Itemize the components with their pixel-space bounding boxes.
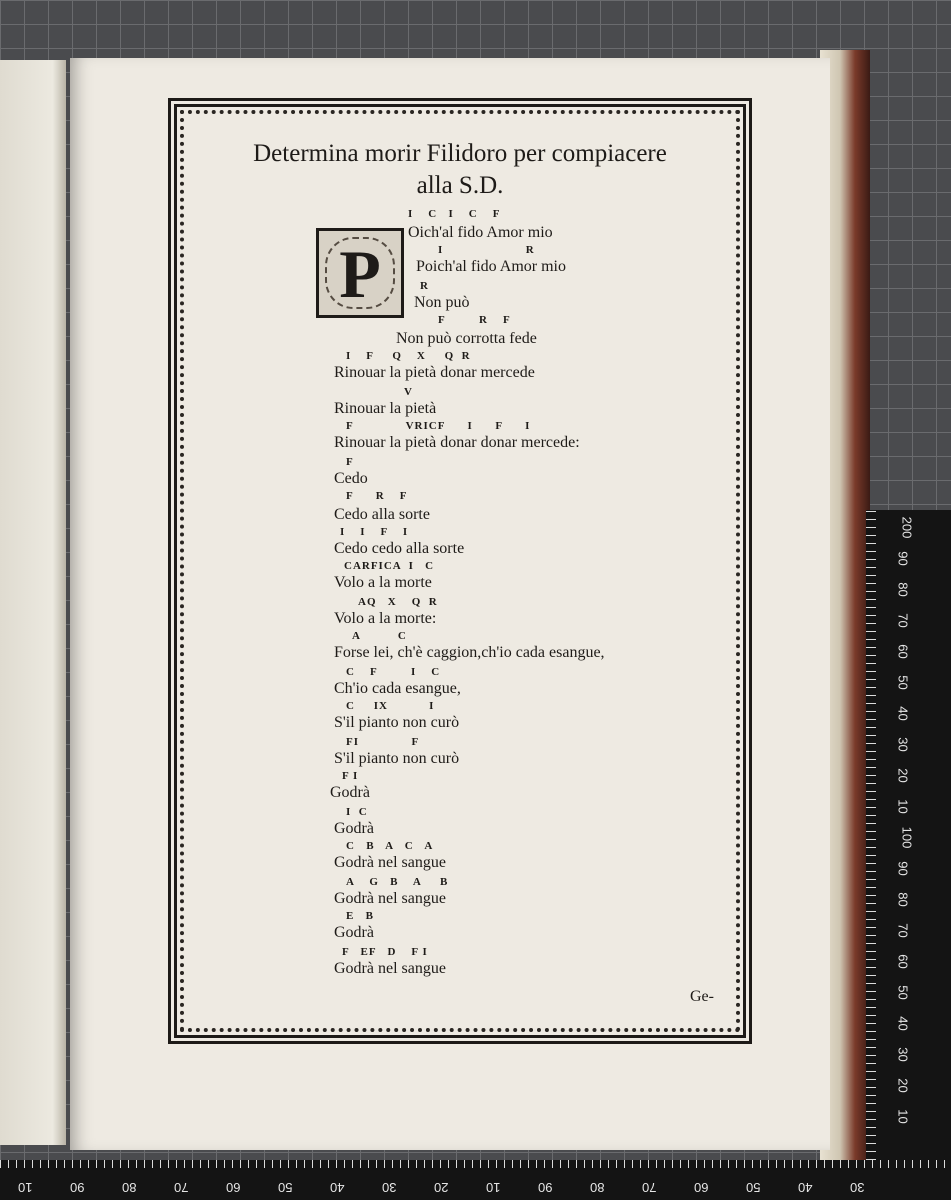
ruler-right-label: 20 bbox=[895, 1078, 911, 1093]
ruler-right-label: 90 bbox=[895, 551, 911, 566]
ruler-bottom-label: 30 bbox=[850, 1180, 865, 1195]
ruler-right-label: 50 bbox=[895, 675, 911, 690]
notation-row: C IX I bbox=[346, 700, 435, 712]
lyric-line: Ch'io cada esangue, bbox=[334, 680, 461, 697]
page-title bbox=[200, 138, 720, 202]
notation-row: A C bbox=[352, 630, 407, 642]
lyric-line: Godrà bbox=[334, 820, 374, 837]
notation-row: C F I C bbox=[346, 666, 441, 678]
ruler-bottom-label: 20 bbox=[434, 1180, 449, 1195]
ruler-bottom-label: 40 bbox=[798, 1180, 813, 1195]
ruler-bottom-label: 90 bbox=[70, 1180, 85, 1195]
notation-row: F I bbox=[342, 770, 359, 782]
ruler-bottom-label: 80 bbox=[122, 1180, 137, 1195]
lyric-line: Cedo alla sorte bbox=[334, 506, 430, 523]
ruler-right-label: 200 bbox=[899, 516, 915, 539]
ruler-right-label: 60 bbox=[895, 954, 911, 969]
ruler-bottom-label: 70 bbox=[174, 1180, 189, 1195]
ruler-right-label: 10 bbox=[895, 1109, 911, 1124]
lyric-line: Godrà nel sangue bbox=[334, 890, 446, 907]
notation-row: V bbox=[404, 386, 413, 398]
ruler-bottom-label: 90 bbox=[538, 1180, 553, 1195]
ruler-bottom-label: 50 bbox=[278, 1180, 293, 1195]
notation-row: F VRICF I F I bbox=[346, 420, 531, 432]
ruler-right-label: 60 bbox=[895, 644, 911, 659]
ruler-bottom-label: 60 bbox=[694, 1180, 709, 1195]
decorated-initial bbox=[316, 228, 404, 318]
lyric-line: Cedo bbox=[334, 470, 368, 487]
notation-row: FI F bbox=[346, 736, 420, 748]
lyric-line: Non può corrotta fede bbox=[396, 330, 537, 347]
lyric-line: Rinouar la pietà donar donar mercede: bbox=[334, 434, 580, 451]
notation-row: A G B A B bbox=[346, 876, 449, 888]
notation-row: AQ X Q R bbox=[358, 596, 438, 608]
catchword: Ge- bbox=[690, 988, 714, 1005]
lyric-line: Godrà bbox=[334, 924, 374, 941]
ruler-right-label: 70 bbox=[895, 613, 911, 628]
notation-row: F R F bbox=[346, 490, 408, 502]
notation-row: CARFICA I C bbox=[344, 560, 435, 572]
lyric-line: Cedo cedo alla sorte bbox=[334, 540, 465, 557]
ruler-right-label: 10 bbox=[895, 799, 911, 814]
ruler-right-label: 50 bbox=[895, 985, 911, 1000]
ruler-right-label: 20 bbox=[895, 768, 911, 783]
notation-row: F EF D F I bbox=[342, 946, 428, 958]
ruler-bottom-label: 70 bbox=[642, 1180, 657, 1195]
notation-row: I R bbox=[438, 244, 535, 256]
ruler-bottom-label: 10 bbox=[18, 1180, 33, 1195]
lyric-line: Volo a la morte bbox=[334, 574, 432, 591]
notation-row: I F Q X Q R bbox=[346, 350, 471, 362]
lyric-line: Poich'al fido Amor mio bbox=[416, 258, 566, 275]
notation-row: F bbox=[346, 456, 354, 468]
notation-row: C B A C A bbox=[346, 840, 434, 852]
title-line-1: Determina morir Filidoro per compiacere bbox=[253, 140, 667, 167]
initial-letter: P bbox=[339, 236, 381, 312]
ruler-right-label: 70 bbox=[895, 923, 911, 938]
lyric-line: Rinouar la pietà donar mercede bbox=[334, 364, 535, 381]
notation-row: E B bbox=[346, 910, 374, 922]
notation-row: I C bbox=[346, 806, 368, 818]
ruler-bottom-label: 40 bbox=[330, 1180, 345, 1195]
lyric-line: Godrà nel sangue bbox=[334, 960, 446, 977]
left-page bbox=[0, 60, 66, 1145]
ruler-right-label: 30 bbox=[895, 1047, 911, 1062]
lyric-line: Oich'al fido Amor mio bbox=[408, 224, 553, 241]
ruler-right-label: 80 bbox=[895, 892, 911, 907]
ruler-bottom-label: 60 bbox=[226, 1180, 241, 1195]
ruler-bottom-label: 50 bbox=[746, 1180, 761, 1195]
ruler-right-label: 40 bbox=[895, 706, 911, 721]
ruler-bottom-label: 10 bbox=[486, 1180, 501, 1195]
notation-row: F R F bbox=[438, 314, 511, 326]
title-line-2: alla S.D. bbox=[416, 172, 504, 199]
notation-row: I I F I bbox=[340, 526, 409, 538]
lyric-line: Godrà bbox=[330, 784, 370, 801]
lyric-line: Volo a la morte: bbox=[334, 610, 437, 627]
ruler-right-label: 80 bbox=[895, 582, 911, 597]
lyric-line: Forse lei, ch'è caggion,ch'io cada esangue, bbox=[334, 644, 605, 661]
ruler-bottom-label: 30 bbox=[382, 1180, 397, 1195]
ruler-right-label: 100 bbox=[899, 826, 915, 849]
ruler-right-label: 40 bbox=[895, 1016, 911, 1031]
lyric-line: S'il pianto non curò bbox=[334, 714, 460, 731]
notation-row: R bbox=[420, 280, 429, 292]
notation-row: I C I C F bbox=[408, 208, 501, 220]
ruler-bottom-label: 80 bbox=[590, 1180, 605, 1195]
ruler-right-label: 90 bbox=[895, 861, 911, 876]
lyric-line: Non può bbox=[414, 294, 470, 311]
ruler-right-label: 30 bbox=[895, 737, 911, 752]
lyric-line: Godrà nel sangue bbox=[334, 854, 446, 871]
lyric-line: Rinouar la pietà bbox=[334, 400, 437, 417]
lyric-line: S'il pianto non curò bbox=[334, 750, 460, 767]
